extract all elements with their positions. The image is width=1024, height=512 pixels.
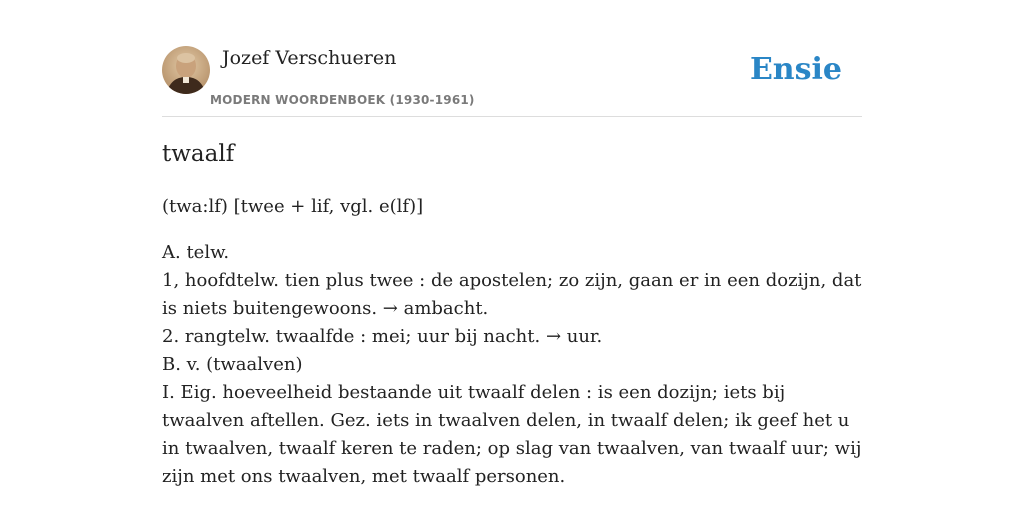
definition-line: 2. rangtelw. twaalfde : mei; uur bij nacht. → uur.	[162, 326, 603, 347]
author-name[interactable]: Jozef Verschueren	[222, 47, 397, 69]
brand-logo[interactable]: Ensie	[749, 52, 842, 87]
dictionary-name[interactable]: MODERN WOORDENBOEK (1930-1961)	[210, 93, 475, 107]
entry-term: twaalf	[162, 141, 235, 167]
pronunciation: (twa:lf) [twee + lif, vgl. e(lf)]	[162, 196, 424, 217]
author-portrait-icon	[162, 46, 210, 94]
definition-line: B. v. (twaalven)	[162, 354, 303, 375]
entry-header	[162, 46, 862, 117]
definition-text	[162, 239, 862, 491]
definition-line: I. Eig. hoeveelheid bestaande uit twaalf delen : is een dozijn; iets bij twaalven aftellen. Gez. iets in twaalven delen, in twaalf delen; ik geef het u in twaalven, twaalf keren te raden; op slag van twaalven, van twaalf uur; wij zijn met ons twaalven, met twaalf personen.	[162, 382, 862, 487]
author-avatar[interactable]	[162, 46, 210, 94]
definition-line: A. telw.	[162, 242, 230, 263]
definition-line: 1, hoofdtelw. tien plus twee : de apostelen; zo zijn, gaan er in een dozijn, dat is niets buitengewoons. → ambacht.	[162, 270, 862, 319]
